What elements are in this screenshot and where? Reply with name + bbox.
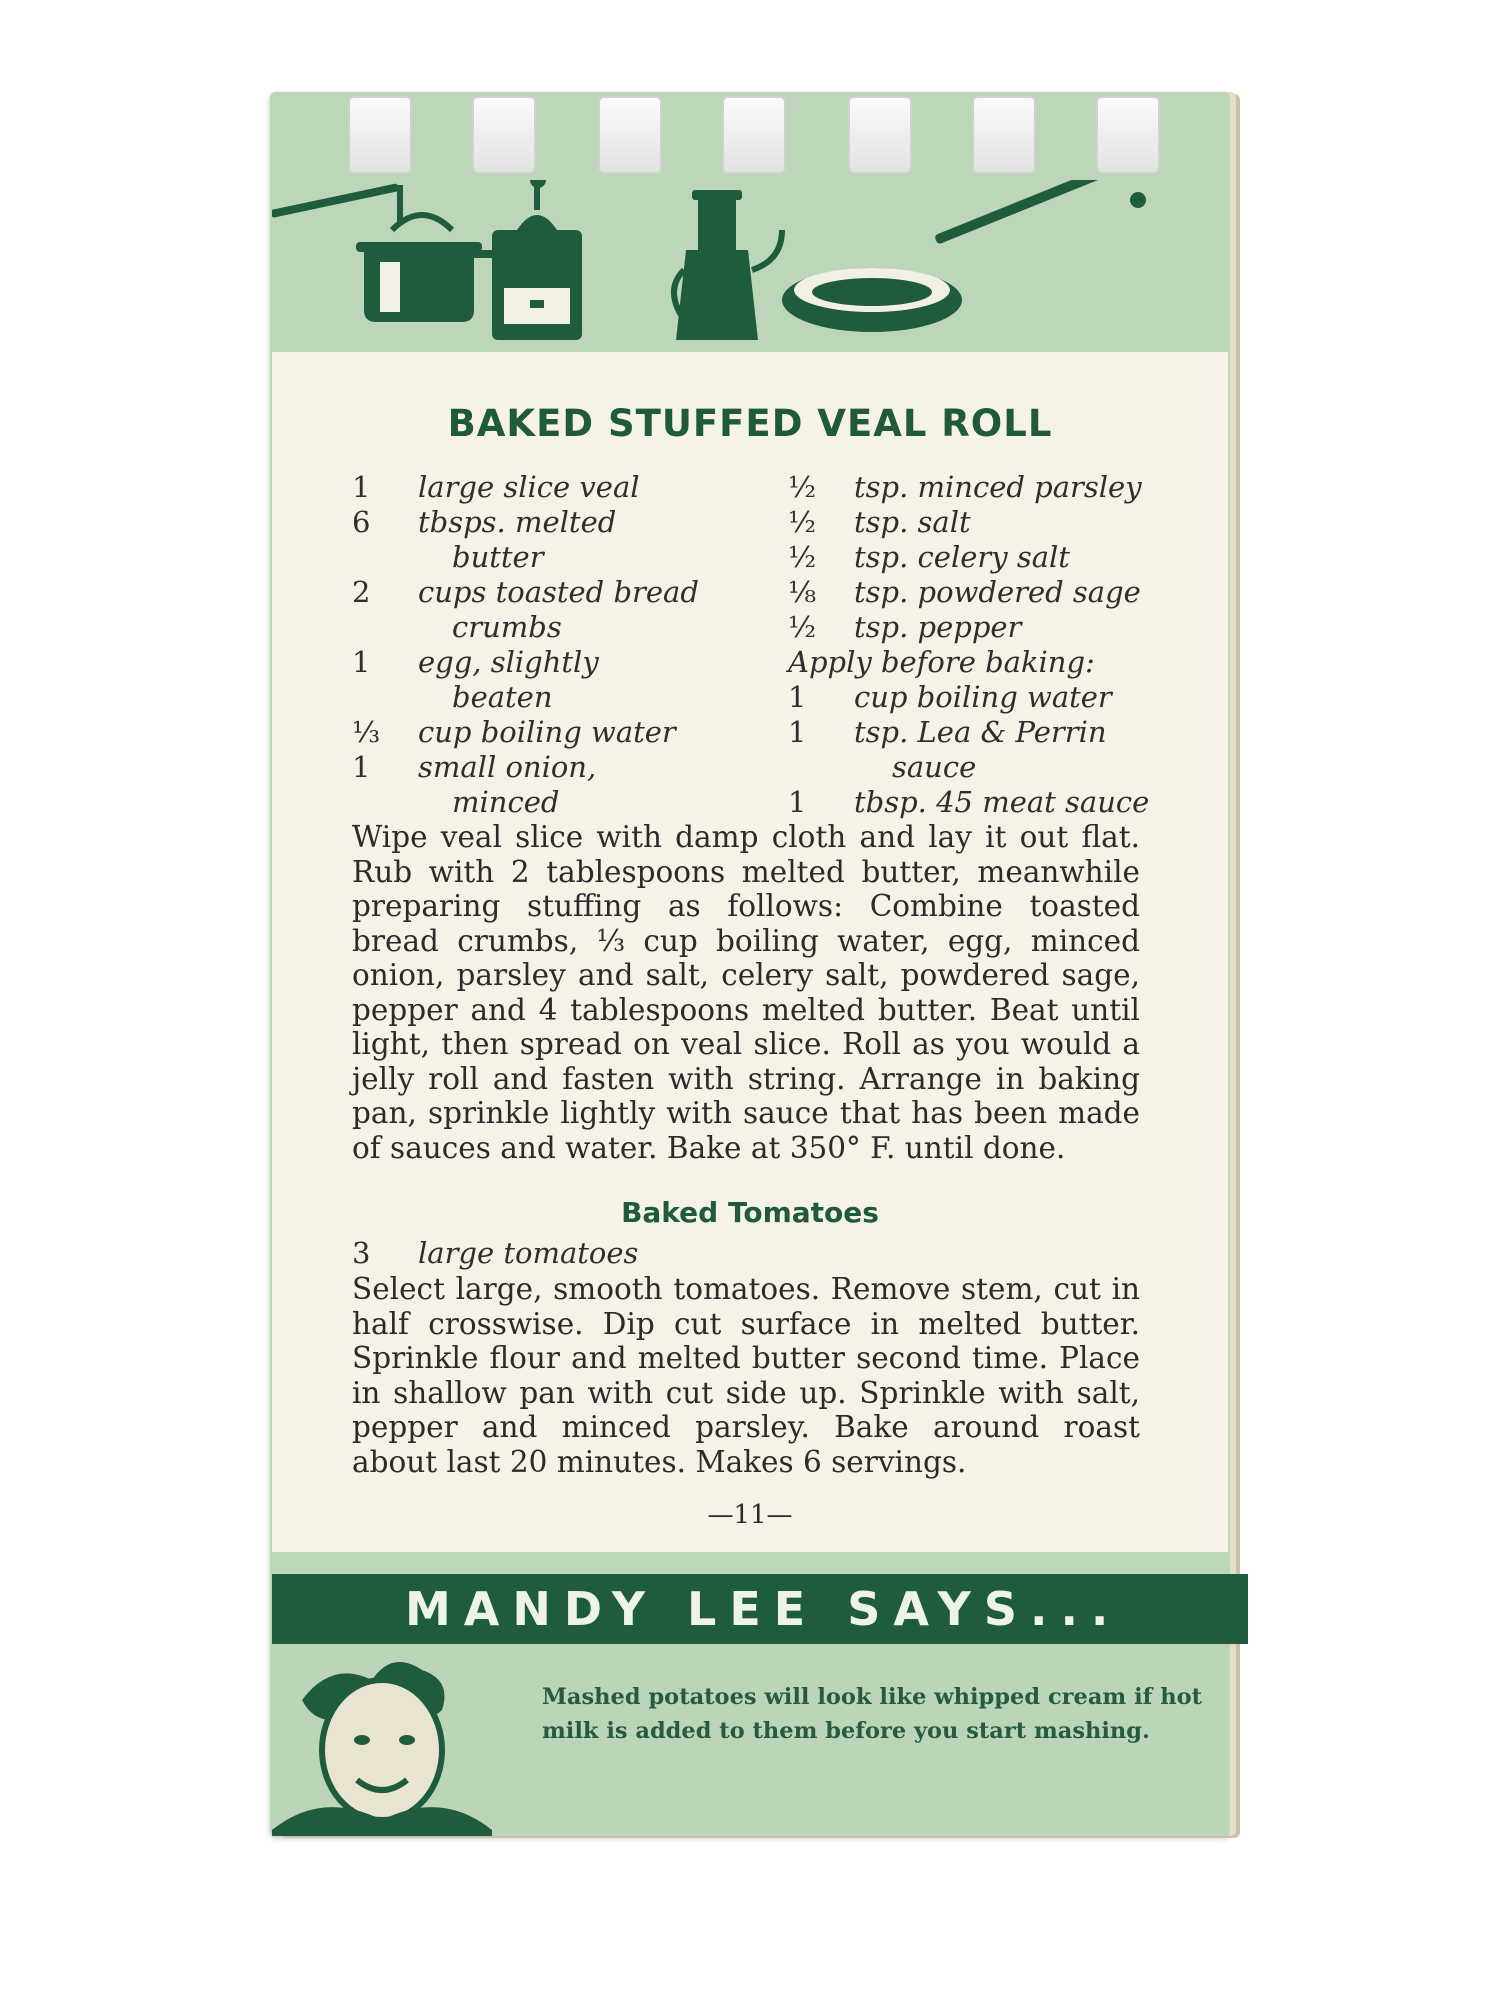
binding-ring xyxy=(972,96,1036,174)
ingredient-line: 6 tbsps. melted xyxy=(352,505,617,539)
recipe-title: BAKED STUFFED VEAL ROLL xyxy=(447,402,1053,445)
binding-ring xyxy=(848,96,912,174)
ingredient-line: ⅓ cup boiling water xyxy=(352,715,676,749)
ingredient-line: 2 cups toasted bread xyxy=(352,575,699,609)
ingredient-line: sauce xyxy=(892,750,977,784)
ingredient-line: 1 cup boiling water xyxy=(788,680,1112,714)
ingredient-line: minced xyxy=(452,785,560,819)
ingredient-line: ½ tsp. pepper xyxy=(788,610,1022,644)
ingredient-line: 1 egg, slightly xyxy=(352,645,599,679)
ingredients-right xyxy=(788,470,1149,820)
subrecipe-directions: Select large, smooth tomatoes. Remove stem, cut in half crosswise. Dip cut surface in melted butter. Sprinkle flour and melted butter second time. Place in shallow pan with cut side up. Sprinkle with salt, pepper and minced parsley. Bake around roast about last 20 minutes. Makes 6 servings. xyxy=(352,1272,1140,1479)
ingredient-line: ½ tsp. celery salt xyxy=(788,540,1070,574)
binding-ring xyxy=(472,96,536,174)
recipe-directions: Wipe veal slice with damp cloth and lay it out flat. Rub with 2 tablespoons melted butter, meanwhile preparing stuffing as follows: Combine toasted bread crumbs, ⅓ cup boiling water, egg, minced onion, parsley and salt, celery salt, powdered sage, pepper and 4 tablespoons melted butter. Beat until light, then spread on veal slice. Roll as you would a jelly roll and fasten with string. Arrange in baking pan, sprinkle lightly with sauce that has been made of sauces and water. Bake at 350° F. until done. xyxy=(352,820,1140,1165)
subrecipe-title: Baked Tomatoes xyxy=(621,1196,879,1229)
ingredient-line: 1 tsp. Lea & Perrin xyxy=(788,715,1107,749)
mandy-lee-illustration xyxy=(272,1640,542,1836)
ingredient-line: 1 tbsp. 45 meat sauce xyxy=(788,785,1150,819)
binding-ring xyxy=(598,96,662,174)
ingredient-line: crumbs xyxy=(452,610,562,644)
subrecipe-ingredient: 3 large tomatoes xyxy=(352,1236,639,1270)
frying-pan-icon xyxy=(782,180,1146,332)
coffee-grinder-icon xyxy=(492,180,582,340)
banner-title: MANDY LEE SAYS... xyxy=(405,1582,1122,1636)
kitchen-tools-illustration xyxy=(272,180,1228,350)
ingredient-line: 1 large slice veal xyxy=(352,470,640,504)
binding-ring xyxy=(348,96,412,174)
binding-ring xyxy=(1096,96,1160,174)
ingredient-line: ½ tsp. salt xyxy=(788,505,971,539)
coffee-pot-icon xyxy=(674,190,782,340)
ingredient-line: butter xyxy=(452,540,544,574)
ingredient-line: beaten xyxy=(452,680,553,714)
ingredient-line: ⅛ tsp. powdered sage xyxy=(788,575,1141,609)
page-number: —11— xyxy=(707,1500,793,1530)
ingredient-subheader: Apply before baking: xyxy=(788,645,1095,679)
ingredient-line: 1 small onion, xyxy=(352,750,597,784)
ingredient-line: ½ tsp. minced parsley xyxy=(788,470,1142,504)
pot-icon xyxy=(272,183,512,322)
ingredients-left xyxy=(352,470,699,820)
cooking-tip: Mashed potatoes will look like whipped cream if hot milk is added to them before you start mashing. xyxy=(542,1684,1202,1744)
binding-ring xyxy=(722,96,786,174)
